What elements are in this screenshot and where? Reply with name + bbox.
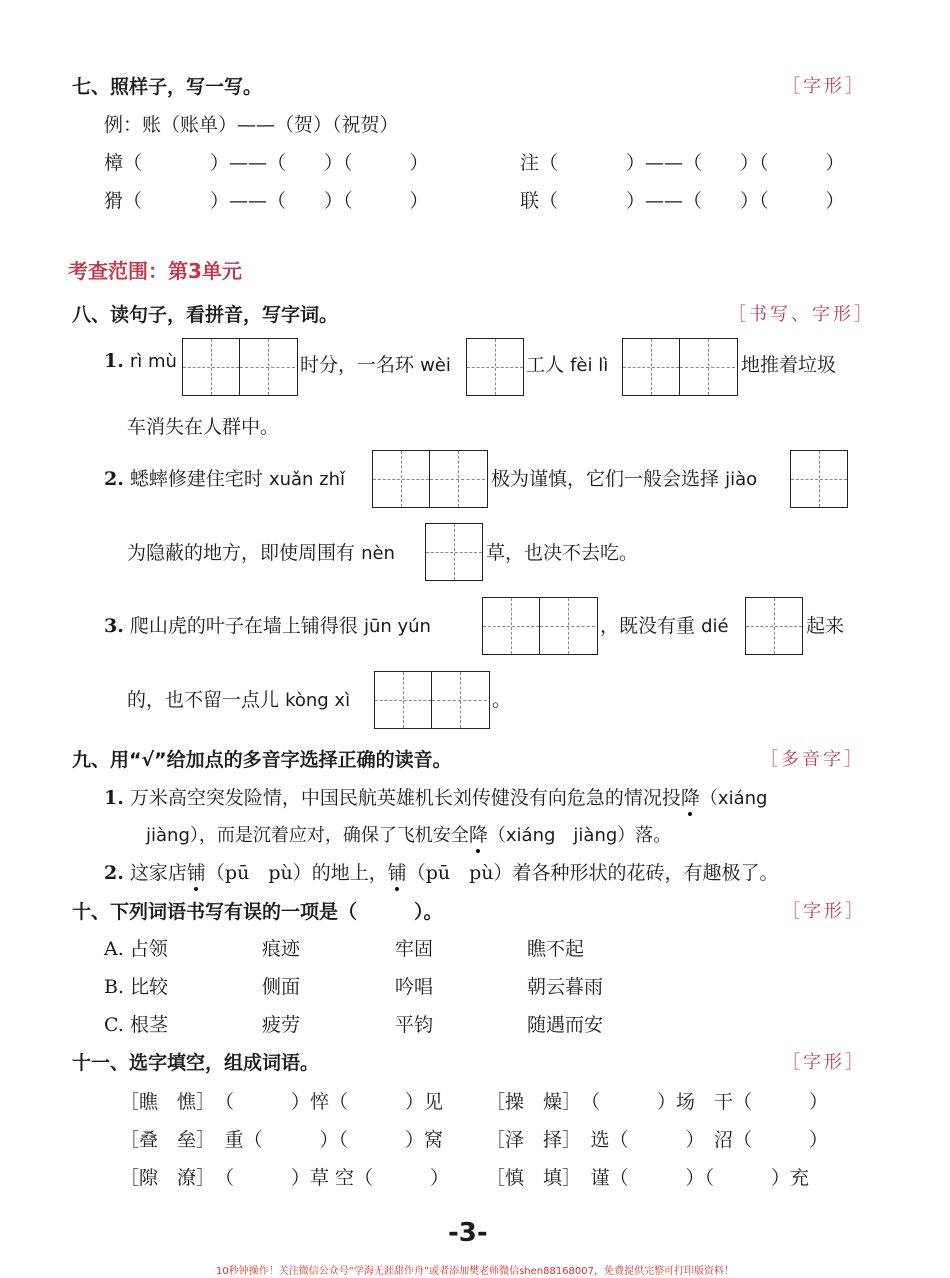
q11-title: 十一、选字填空，组成词语。 <box>72 1052 320 1074</box>
write-grid[interactable] <box>425 523 483 581</box>
q8-s2-text2: 极为谨慎，它们一般会选择 jiào <box>491 468 758 490</box>
q9-tag: ［多音字］ <box>760 749 865 770</box>
scope-heading: 考查范围：第3单元 <box>68 259 242 283</box>
dotted-char: 降 <box>681 783 700 810</box>
q8-s2-line2: 为隐蔽的地方，即使周围有 nèn <box>127 542 395 564</box>
q10-option-c: C. 根茎 <box>104 1014 168 1036</box>
q7-row-3-rest: ）——（ ）（ ） <box>210 190 429 212</box>
q10-option-b: B. 比较 <box>104 976 169 998</box>
q8-s2-text: 2. 蟋蟀修建住宅时 xuǎn zhǐ <box>104 468 346 490</box>
q10-option-a-w2: 痕迹 <box>262 938 301 960</box>
write-grid[interactable] <box>790 450 848 508</box>
q11-row-2-right: ［泽 择］ 选（ ） 沼（ ） <box>486 1129 829 1151</box>
q7-example: 例：账（账单）——（贺）（祝贺） <box>104 114 399 136</box>
q10-option-a-w3: 牢固 <box>395 938 434 960</box>
q8-s3-line2: 的，也不留一点儿 kòng xì <box>127 689 351 711</box>
footer-note: 10秒钟操作！关注微信公众号“学海无涯甜作舟”或者添加樊老师微信shen88168007，免费提供完整可打印版资料！ <box>215 1266 735 1277</box>
q7-row-4-rest: ）——（ ）（ ） <box>626 190 845 212</box>
q8-s3-text4: 。 <box>492 689 512 711</box>
pinyin: jūn yún <box>363 616 431 637</box>
q10-option-c-w2: 疲劳 <box>262 1014 301 1036</box>
q11-row-1-left: ［瞧 憔］ （ ）悴（ ）见 <box>120 1091 444 1113</box>
q9-s1: 1. 万米高空突发险情，中国民航英雄机长刘传健没有向危急的情况投降（xiáng <box>104 783 767 810</box>
write-grid[interactable] <box>372 450 488 508</box>
q8-s1-text3: 地推着垃圾 <box>741 354 837 376</box>
q10-tag: ［字形］ <box>782 901 866 922</box>
q7-row-4-char: 联（ <box>520 190 559 212</box>
write-grid[interactable] <box>745 597 803 655</box>
q11-row-1-right: ［操 燥］ （ ）场 干（ ） <box>486 1091 829 1113</box>
q10-option-a-w4: 瞧不起 <box>527 938 585 960</box>
q8-s1-num: 1. rì mù <box>104 350 177 372</box>
q8-s3-text: 3. 爬山虎的叶子在墙上铺得很 jūn yún <box>104 615 431 637</box>
q8-tag: ［书写、字形］ <box>728 304 875 325</box>
q10-title: 十、下列词语书写有误的一项是（ ）。 <box>72 901 443 923</box>
pinyin: rì mù <box>129 351 177 372</box>
q8-s3-text3: 起来 <box>806 615 845 637</box>
q9-s2: 2. 这家店铺（pū pù）的地上，铺（pū pù）着各种形状的花砖，有趣极了。 <box>104 858 779 885</box>
pinyin: dié <box>701 616 729 637</box>
q7-row-3-char: 猾（ <box>104 190 143 212</box>
q7-title: 七、照样子，写一写。 <box>72 76 263 98</box>
q7-row-1-rest: ）——（ ）（ ） <box>210 152 429 174</box>
q10-option-a: A. 占领 <box>104 938 168 960</box>
q7-row-3 <box>104 186 429 213</box>
q10-option-c-w3: 平钧 <box>395 1014 434 1036</box>
write-grid[interactable] <box>182 338 298 396</box>
q11-tag: ［字形］ <box>782 1052 866 1073</box>
q9-s1-line2: jiàng），而是沉着应对，确保了飞机安全降（xiáng jiàng）落。 <box>146 820 671 847</box>
pinyin: xuǎn zhǐ <box>268 469 346 490</box>
q7-row-1-char: 樟（ <box>104 152 143 174</box>
write-grid[interactable] <box>374 671 490 729</box>
write-grid[interactable] <box>622 338 738 396</box>
q10-option-b-w2: 侧面 <box>262 976 301 998</box>
pinyin: fèi lì <box>570 355 609 376</box>
q8-s1-line2: 车消失在人群中。 <box>127 416 280 438</box>
q10-option-c-w4: 随遇而安 <box>527 1014 604 1036</box>
q11-row-3-right: ［慎 填］ 谨（ ）（ ）充 <box>486 1167 810 1189</box>
q7-row-2-char: 注（ <box>520 152 559 174</box>
dotted-char: 降 <box>469 820 488 847</box>
pinyin: nèn <box>361 543 395 564</box>
q8-s1-text2: 工人 fèi lì <box>526 354 609 376</box>
q11-row-2-left: ［叠 垒］ 重（ ）（ ）窝 <box>120 1129 444 1151</box>
pinyin: jiào <box>725 469 758 490</box>
write-grid[interactable] <box>482 597 598 655</box>
q9-title: 九、用“√”给加点的多音字选择正确的读音。 <box>72 749 452 771</box>
dotted-char: 铺 <box>187 858 206 885</box>
q7-row-2 <box>520 148 845 175</box>
q10-option-b-w4: 朝云暮雨 <box>527 976 604 998</box>
write-grid[interactable] <box>466 338 524 396</box>
q8-s3-text2: ，既没有重 dié <box>600 615 729 637</box>
q8-s1-text: 时分，一名环 wèi <box>300 354 451 376</box>
q8-title: 八、读句子，看拼音，写字词。 <box>72 304 339 326</box>
q11-row-3-left: ［隙 潦］ （ ）草 空（ ） <box>120 1167 450 1189</box>
q7-tag: ［字形］ <box>782 76 866 97</box>
q7-row-2-rest: ）——（ ）（ ） <box>626 152 845 174</box>
q8-s2-text3: 草，也决不去吃。 <box>486 542 639 564</box>
q7-row-1 <box>104 148 429 175</box>
pinyin: wèi <box>420 355 451 376</box>
dotted-char: 铺 <box>388 858 407 885</box>
q7-row-4 <box>520 186 845 213</box>
pinyin: kòng xì <box>285 690 351 711</box>
q10-option-b-w3: 吟唱 <box>395 976 434 998</box>
page-number: -3- <box>448 1218 488 1248</box>
